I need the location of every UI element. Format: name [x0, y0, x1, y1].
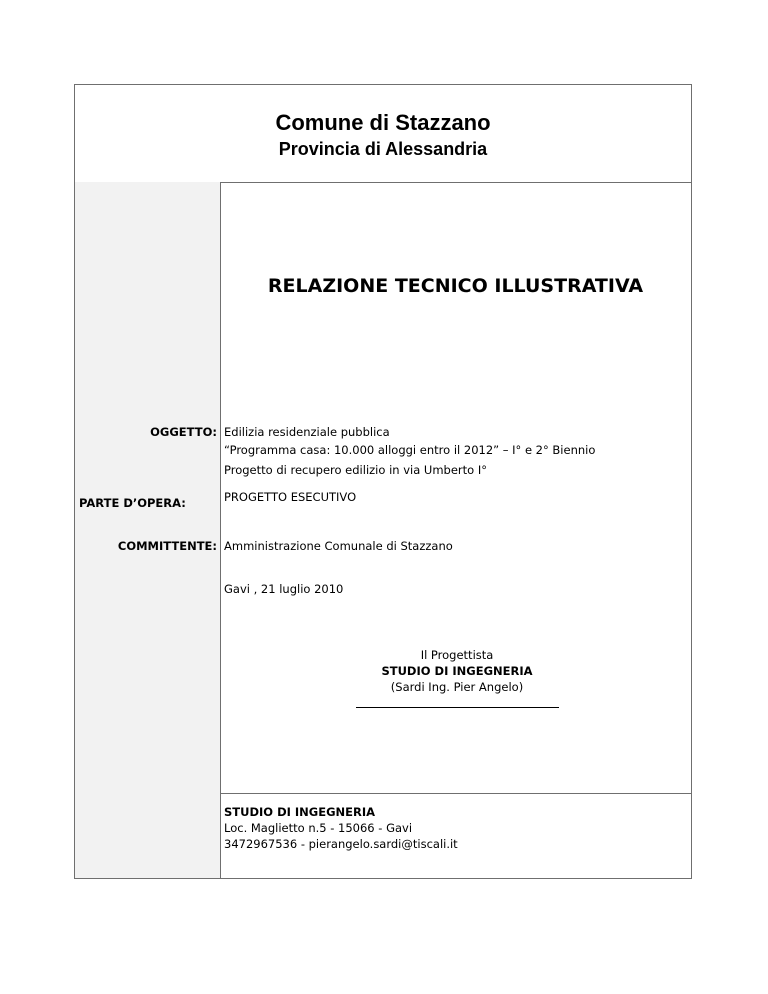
- oggetto-line-1: Edilizia residenziale pubblica: [224, 425, 390, 439]
- cover-frame: [74, 84, 692, 879]
- oggetto-line-3: Progetto di recupero edilizio in via Umberto I°: [224, 463, 487, 477]
- place-date: Gavi , 21 luglio 2010: [224, 582, 344, 596]
- parte-opera-value: PROGETTO ESECUTIVO: [224, 490, 357, 504]
- signature-line: [356, 707, 559, 708]
- committente-value: Amministrazione Comunale di Stazzano: [224, 539, 453, 553]
- footer-studio-name: STUDIO DI INGEGNERIA: [224, 805, 376, 819]
- oggetto-line-2: “Programma casa: 10.000 alloggi entro il 2012” – I° e 2° Biennio: [224, 443, 596, 457]
- parte-opera-label: PARTE D’OPERA:: [79, 496, 186, 510]
- signature-role: Il Progettista: [420, 648, 494, 662]
- studio-footer: [224, 804, 458, 852]
- committente-label: COMMITTENTE:: [117, 539, 217, 553]
- document-title: RELAZIONE TECNICO ILLUSTRATIVA: [267, 275, 644, 297]
- province-subtitle: Provincia di Alessandria: [278, 139, 488, 159]
- municipality-title: Comune di Stazzano: [275, 110, 491, 135]
- footer-address: Loc. Maglietto n.5 - 15066 - Gavi: [224, 821, 413, 835]
- oggetto-value: [224, 423, 595, 479]
- signature-block: [355, 647, 559, 695]
- signature-name: (Sardi Ing. Pier Angelo): [390, 680, 524, 694]
- oggetto-label: OGGETTO:: [150, 425, 217, 439]
- studio-footer-box: [220, 793, 691, 878]
- footer-contact: 3472967536 - pierangelo.sardi@tiscali.it: [224, 837, 458, 851]
- signature-studio: STUDIO DI INGEGNERIA: [381, 664, 533, 678]
- label-column: [75, 182, 221, 878]
- cover-header: [75, 85, 691, 183]
